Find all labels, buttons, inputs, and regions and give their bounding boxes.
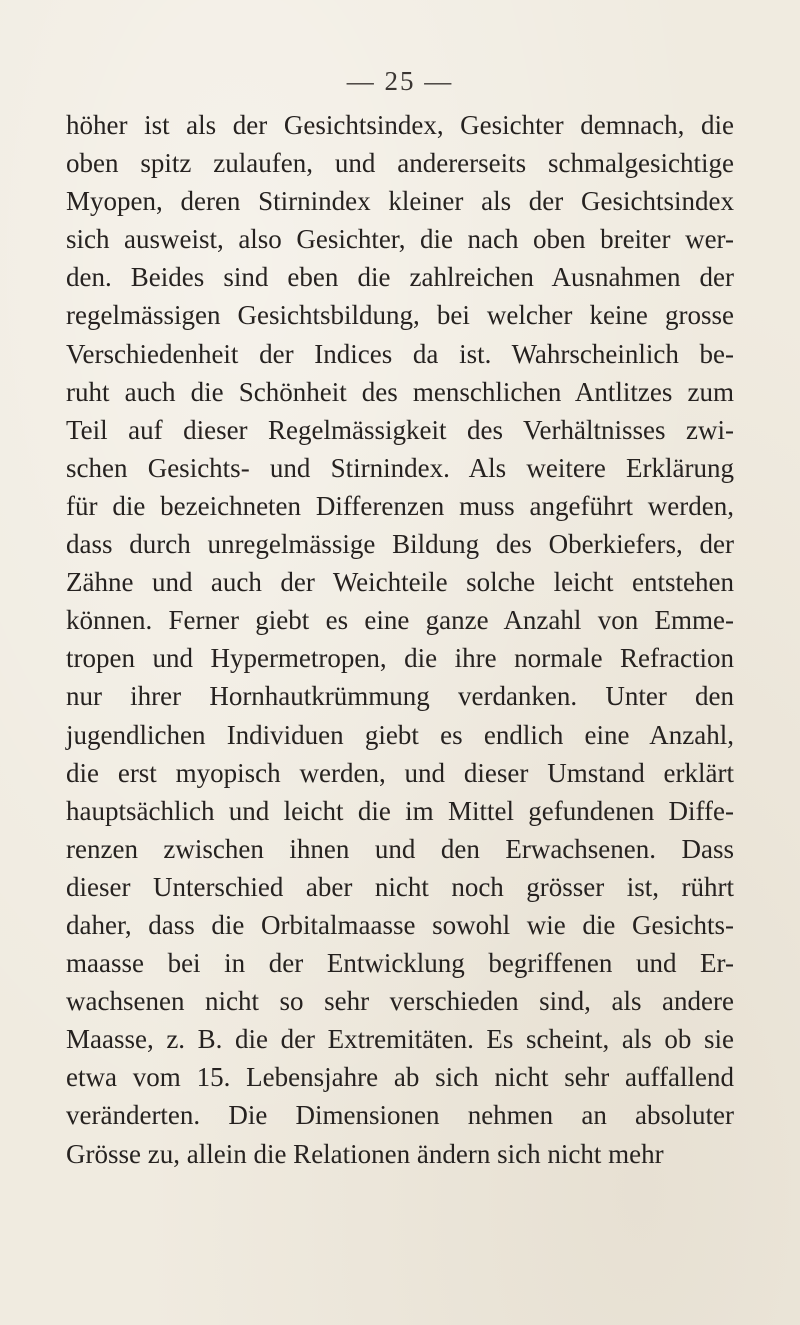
page-number: — 25 — [346, 66, 454, 96]
text-line: sich ausweist, also Gesichter, die nach oben breiter wer- [66, 224, 734, 255]
text-line: Myopen, deren Stirnindex kleiner als der Gesichtsindex [66, 186, 734, 217]
body-paragraph [66, 106, 734, 1173]
text-line: Zähne und auch der Weichteile solche leicht entstehen [66, 567, 734, 598]
text-line: jugendlichen Individuen giebt es endlich eine Anzahl, [66, 719, 734, 750]
text-line: können. Ferner giebt es eine ganze Anzahl von Emme- [66, 605, 734, 636]
text-line: veränderten. Die Dimensionen nehmen an absoluter [66, 1100, 734, 1131]
text-line: hauptsächlich und leicht die im Mittel gefundenen Diffe- [66, 795, 734, 826]
text-line: regelmässigen Gesichtsbildung, bei welcher keine grosse [66, 300, 734, 331]
text-line: dieser Unterschied aber nicht noch grösser ist, rührt [66, 871, 734, 902]
text-line: den. Beides sind eben die zahlreichen Ausnahmen der [66, 262, 734, 293]
text-line: nur ihrer Hornhautkrümmung verdanken. Unter den [66, 681, 734, 712]
text-line: renzen zwischen ihnen und den Erwachsenen. Dass [66, 833, 734, 864]
text-line: maasse bei in der Entwicklung begriffenen und Er- [66, 948, 734, 979]
text-line: oben spitz zulaufen, und andererseits schmalgesichtige [66, 148, 734, 179]
text-line: höher ist als der Gesichtsindex, Gesichter demnach, die [66, 110, 734, 140]
text-line: daher, dass die Orbitalmaasse sowohl wie die Gesichts- [66, 909, 734, 940]
text-line: etwa vom 15. Lebensjahre ab sich nicht sehr auffallend [66, 1062, 734, 1093]
text-line: für die bezeichneten Differenzen muss angeführt werden, [66, 490, 734, 521]
text-line: schen Gesichts- und Stirnindex. Als weitere Erklärung [66, 452, 734, 483]
text-line: Verschiedenheit der Indices da ist. Wahrscheinlich be- [66, 338, 734, 369]
text-line: dass durch unregelmässige Bildung des Oberkiefers, der [66, 529, 734, 560]
text-line: Grösse zu, allein die Relationen ändern sich nicht mehr [66, 1138, 664, 1169]
text-line: Teil auf dieser Regelmässigkeit des Verhältnisses zwi- [66, 414, 734, 445]
text-line: ruht auch die Schönheit des menschlichen Antlitzes zum [66, 376, 734, 407]
text-line: tropen und Hypermetropen, die ihre normale Refraction [66, 643, 734, 674]
text-line: wachsenen nicht so sehr verschieden sind, als andere [66, 986, 734, 1017]
text-line: die erst myopisch werden, und dieser Umstand erklärt [66, 757, 734, 788]
text-line: Maasse, z. B. die der Extremitäten. Es scheint, als ob sie [66, 1024, 734, 1055]
